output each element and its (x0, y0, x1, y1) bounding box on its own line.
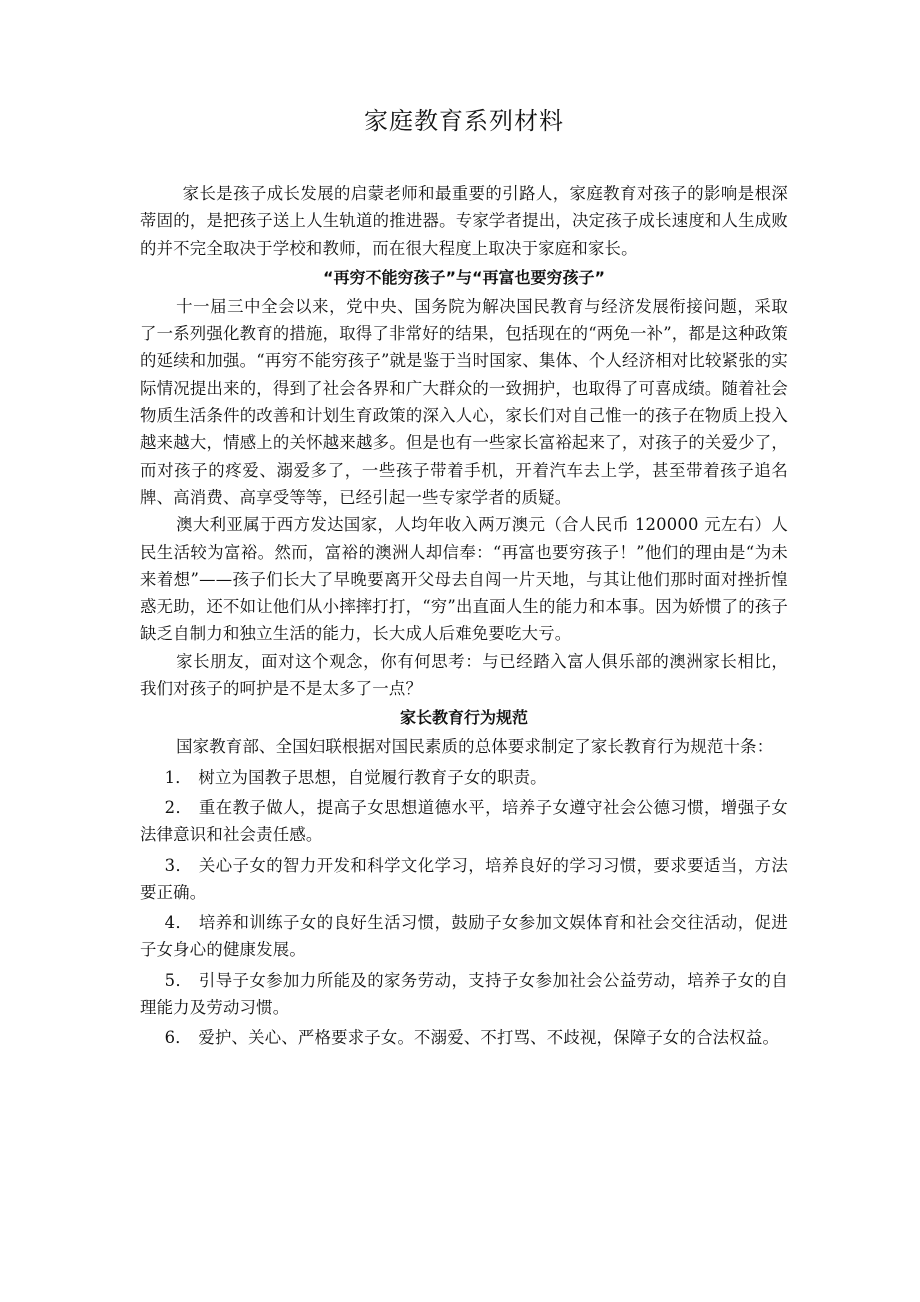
section-heading-norms: 家长教育行为规范 (399, 708, 528, 728)
list-item-text: 爱护、关心、严格要求子女。不溺爱、不打骂、不歧视，保障子女的合法权益。 (198, 1028, 780, 1048)
list-item-text: 树立为国教子思想，自觉履行教育子女的职责。 (198, 767, 547, 787)
list-item (140, 794, 788, 849)
norms-lead-paragraph: 国家教育部、全国妇联根据对国民素质的总体要求制定了家长教育行为规范十条： (176, 737, 774, 757)
document-content (140, 104, 788, 1052)
list-item (140, 967, 788, 1022)
list-item (140, 764, 788, 791)
paragraph-policy: 十一届三中全会以来，党中央、国务院为解决国民教育与经济发展衔接问题，采取了一系列强化教育的措施，取得了非常好的结果，包括现在的“两免一补”，都是这种政策的延续和加强。“再穷不能穷孩子”就是鉴于当时国家、集体、个人经济相对比较紧张的实际情况提出来的，得到了社会各界和广大群众的一致拥护，也取得了可喜成绩。随着社会物质生活条件的改善和计划生育政策的深入人心，家长们对自己惟一的孩子在物质上投入越来越大，情感上的关怀越来越多。但是也有一些家长富裕起来了，对孩子的关爱少了，而对孩子的疼爱、溺爱多了，一些孩子带着手机，开着汽车去上学，甚至带着孩子追名牌、高消费、高享受等等，已经引起一些专家学者的质疑。 (140, 296, 788, 507)
list-item-number: 2． (164, 797, 193, 817)
list-item (140, 1024, 788, 1051)
paragraph-australia: 澳大利亚属于西方发达国家，人均年收入两万澳元（合人民币 120000 元左右）人民生活较为富裕。然而，富裕的澳洲人却信奉：“再富也要穷孩子！”他们的理由是“为未来着想”——孩子们长大了早晚要离开父母去自闯一片天地，与其让他们那时面对挫折惶惑无助，还不如让他们从小摔摔打打，“穷”出直面人生的能力和本事。因为娇惯了的孩子缺乏自制力和独立生活的能力，长大成人后难免要吃大亏。 (140, 515, 788, 644)
list-item-text: 引导子女参加力所能及的家务劳动，支持子女参加社会公益劳动，培养子女的自理能力及劳动习惯。 (140, 970, 788, 1018)
list-item (140, 852, 788, 907)
list-item (140, 909, 788, 964)
intro-paragraph: 家长是孩子成长发展的启蒙老师和最重要的引路人，家庭教育对孩子的影响是根深蒂固的，是把孩子送上人生轨道的推进器。专家学者提出，决定孩子成长速度和人生成败的并不完全取决于学校和教师，而在很大程度上取决于家庭和家长。 (140, 184, 788, 258)
list-item-number: 4． (164, 913, 193, 933)
list-item-text: 重在教子做人，提高子女思想道德水平，培养子女遵守社会公德习惯，增强子女法律意识和社会责任感。 (140, 797, 788, 845)
list-item-number: 6． (164, 1028, 192, 1048)
list-item-number: 5． (164, 970, 193, 990)
list-item-text: 培养和训练子女的良好生活习惯，鼓励子女参加文娱体育和社会交往活动，促进子女身心的健康发展。 (140, 913, 788, 960)
section-heading-poor-rich: “再穷不能穷孩子”与“再富也要穷孩子” (322, 267, 606, 287)
list-item-number: 1． (164, 767, 192, 787)
list-item-text: 关心子女的智力开发和科学文化学习，培养良好的学习习惯，要求要适当，方法要正确。 (140, 855, 788, 902)
document-title: 家庭教育系列材料 (364, 107, 564, 135)
list-item-number: 3． (164, 855, 193, 875)
paragraph-question: 家长朋友，面对这个观念，你有何思考：与已经踏入富人俱乐部的澳洲家长相比，我们对孩子的呵护是不是太多了一点？ (140, 651, 788, 699)
